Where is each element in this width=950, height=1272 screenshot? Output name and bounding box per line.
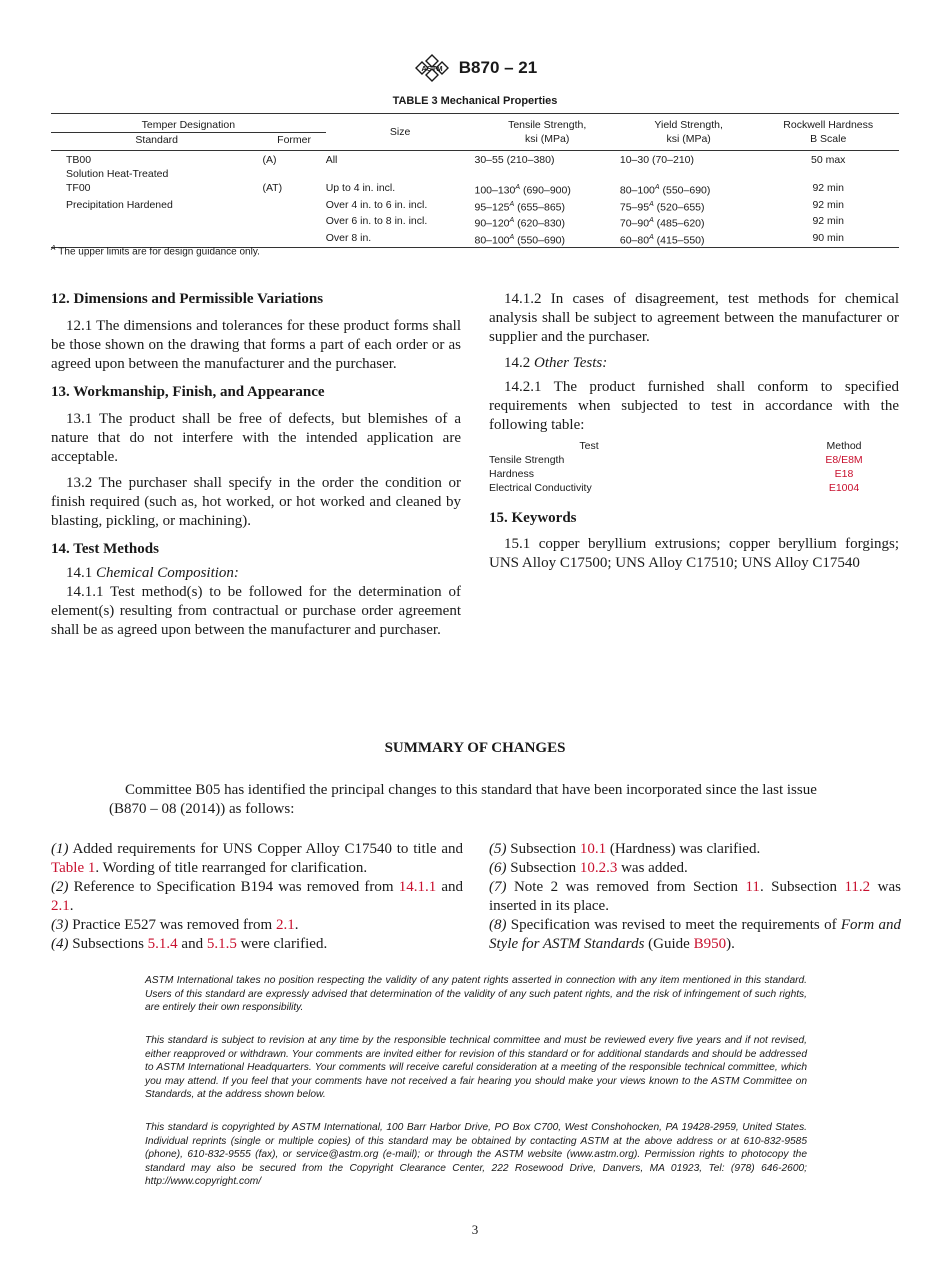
tensile-range: 80–100 xyxy=(474,234,510,246)
header-yield-strength xyxy=(620,114,758,151)
cell-yield xyxy=(620,231,758,248)
changes-left-column xyxy=(51,840,463,954)
yield-range: 80–100 xyxy=(619,184,655,197)
cell-size: Over 4 in. to 6 in. incl. xyxy=(325,198,428,211)
cell-hardness: 90 min xyxy=(812,231,844,244)
cell-former xyxy=(262,231,325,248)
header-tensile-strength xyxy=(474,114,619,151)
table-row xyxy=(489,481,899,495)
section-14-heading: 14. Test Methods xyxy=(51,541,159,557)
section-13-1: 13.1 The product shall be free of defects, but blemishes of a nature that do not interfere with the intended application are acceptable. xyxy=(51,411,461,465)
svg-text:ASTM: ASTM xyxy=(421,64,443,73)
section-14-1-title: Chemical Composition: xyxy=(96,565,239,581)
change-item-3 xyxy=(51,916,463,935)
astm-logo-icon xyxy=(413,54,451,82)
tensile-mpa: (690–900) xyxy=(520,184,571,197)
section-14-1 xyxy=(51,564,461,583)
method-link[interactable]: E18 xyxy=(834,468,854,480)
section-14-2-number: 14.2 xyxy=(504,355,534,371)
change-number: (7) xyxy=(489,879,507,895)
footnote-marker: A xyxy=(654,184,660,191)
footnote-marker: A xyxy=(649,217,654,224)
document-designation: B870 – 21 xyxy=(458,58,538,77)
change-item-1 xyxy=(51,840,463,878)
cell-size: Over 6 in. to 8 in. incl. xyxy=(325,215,428,227)
table-row xyxy=(489,453,899,467)
footnote-text: The upper limits are for design guidance only. xyxy=(55,246,260,258)
table-footnote xyxy=(51,245,260,257)
change-number: (4) xyxy=(51,936,69,952)
method-column-header: Method xyxy=(826,440,862,452)
cell-yield xyxy=(620,214,758,231)
footnote-marker: A xyxy=(509,217,515,224)
right-column xyxy=(489,290,899,573)
yield-mpa: (415–550) xyxy=(653,234,705,246)
yield-range: 60–80 xyxy=(619,234,650,246)
change-number: (5) xyxy=(489,841,507,857)
cell-tensile xyxy=(474,231,619,248)
section-12-heading: 12. Dimensions and Permissible Variations xyxy=(51,291,324,307)
footnote-marker: A xyxy=(51,245,56,252)
header-yield-line1: Yield Strength, xyxy=(654,119,723,131)
change-number: (3) xyxy=(51,917,69,933)
cell-standard: Precipitation Hardened xyxy=(66,198,173,211)
change-text: . Subsection xyxy=(759,879,845,895)
footnote-marker: A xyxy=(649,233,654,241)
change-link[interactable]: 2.1 xyxy=(51,898,70,914)
method-link[interactable]: E1004 xyxy=(828,482,860,494)
section-14-1-1: 14.1.1 Test method(s) to be followed for the determination of element(s) resulting from contractual or purchase order agreement shall be as agreed upon between the manufacturer and purchaser. xyxy=(51,584,461,638)
section-14-1-2: 14.1.2 In cases of disagreement, test methods for chemical analysis shall be subject to agreement between the manufacturer or supplier and the purchaser. xyxy=(489,291,899,345)
change-text: Reference to Specification B194 was removed from xyxy=(68,879,399,895)
cell-tensile xyxy=(474,198,619,215)
cell-standard: TF00 xyxy=(66,182,91,194)
table-title: TABLE 3 Mechanical Properties xyxy=(392,95,558,107)
cell-size: All xyxy=(325,154,338,166)
section-14-1-number: 14.1 xyxy=(66,565,96,581)
left-column xyxy=(51,290,461,640)
change-text: Subsections xyxy=(68,936,148,952)
change-link[interactable]: 5.1.5 xyxy=(206,936,237,952)
page-header xyxy=(0,54,950,84)
change-text: Practice E527 was removed from xyxy=(68,917,276,933)
cell-size: Over 8 in. xyxy=(325,231,372,244)
tensile-range: 95–125 xyxy=(474,201,510,213)
footnote-marker: A xyxy=(509,233,515,241)
footnote-marker: A xyxy=(515,184,521,191)
change-link[interactable]: B950 xyxy=(693,936,727,952)
cell-hardness: 92 min xyxy=(812,215,844,227)
cell-yield xyxy=(620,181,758,198)
method-link[interactable]: E8/E8M xyxy=(825,454,863,466)
change-text: (Guide xyxy=(644,936,694,952)
change-text: were clarified. xyxy=(236,936,328,952)
cell-tensile xyxy=(474,167,619,181)
header-temper-designation: Temper Designation xyxy=(51,114,326,133)
table-row xyxy=(51,181,899,198)
yield-mpa: (550–690) xyxy=(659,184,711,197)
cell-hardness xyxy=(757,167,899,181)
cell-former: (AT) xyxy=(262,182,283,194)
cell-standard: Solution Heat-Treated xyxy=(66,168,169,180)
patent-disclaimer: ASTM International takes no position respecting the validity of any patent rights asserted in connection with any item mentioned in this standard. Users of this standard are expressly advised that determination of the validity of any such patent rights, and the risk of infringement of such rights, are entirely their own responsibility. xyxy=(145,975,807,1013)
change-link[interactable]: 2.1 xyxy=(275,917,295,933)
cell-size: Up to 4 in. incl. xyxy=(325,182,396,194)
change-link[interactable]: 14.1.1 xyxy=(398,879,437,895)
change-text: Specification was revised to meet the requirements of xyxy=(506,917,841,933)
cell-tensile xyxy=(474,214,619,231)
change-text: Subsection xyxy=(506,860,580,876)
header-rockwell-line2: B Scale xyxy=(810,133,847,145)
test-method-table xyxy=(489,439,899,495)
change-link[interactable]: 10.1 xyxy=(579,841,607,857)
header-tensile-line2: ksi (MPa) xyxy=(525,133,570,145)
yield-range: 70–90 xyxy=(619,217,650,230)
cell-hardness: 50 max xyxy=(811,154,846,166)
summary-intro: Committee B05 has identified the principal changes to this standard that have been incorporated since the last issue (B870 – 08 (2014)) as follows: xyxy=(109,782,817,817)
change-link[interactable]: 11.2 xyxy=(844,879,871,895)
page-number: 3 xyxy=(471,1222,479,1237)
tensile-mpa: (550–690) xyxy=(514,234,565,246)
copyright-notice: This standard is copyrighted by ASTM International, 100 Barr Harbor Drive, PO Box C700, West Conshohocken, PA 19428-2959, United States. Individual reprints (single or multiple copies) of this standard may be obtained by contacting ASTM at the above address or at 610-832-9585 (phone), 610-832-9555 (fax), or service@astm.org (e-mail); or through the ASTM website (www.astm.org). Permission rights to photocopy the standard may also be secured from the Copyright Clearance Center, 222 Rosewood Drive, Danvers, MA 01923, Tel: (978) 646-2600; http://www.copyright.com/ xyxy=(145,1122,807,1187)
tensile-mpa: (655–865) xyxy=(514,201,565,213)
section-14-2-1: 14.2.1 The product furnished shall conform to specified requirements when subjected to test in accordance with the following table: xyxy=(489,379,899,433)
change-item-4 xyxy=(51,935,463,954)
table-row xyxy=(51,167,899,181)
changes-right-column xyxy=(489,840,901,954)
tensile-range: 100–130 xyxy=(474,184,516,197)
change-link[interactable]: Table 1 xyxy=(51,860,96,876)
section-15-heading: 15. Keywords xyxy=(489,510,577,526)
test-name: Electrical Conductivity xyxy=(489,482,592,494)
cell-tensile: 30–55 (210–380) xyxy=(474,154,555,166)
header-tensile-line1: Tensile Strength, xyxy=(508,119,587,131)
table-row xyxy=(51,214,899,231)
cell-former: (A) xyxy=(262,154,277,166)
cell-former xyxy=(262,198,325,215)
section-14-2 xyxy=(489,354,899,373)
change-text: Added requirements for UNS Copper Alloy C17540 to title and xyxy=(68,841,463,857)
cell-size xyxy=(326,167,475,181)
change-text: ). xyxy=(726,936,735,952)
change-item-2 xyxy=(51,878,463,916)
change-text: . xyxy=(294,917,299,933)
change-link[interactable]: 11 xyxy=(745,879,760,895)
header-former: Former xyxy=(277,134,311,146)
change-text: and xyxy=(177,936,207,952)
change-number: (8) xyxy=(489,917,507,933)
table-row xyxy=(51,151,899,168)
section-13-heading: 13. Workmanship, Finish, and Appearance xyxy=(51,384,325,400)
cell-former xyxy=(262,167,325,181)
mechanical-properties-table xyxy=(51,113,899,248)
footnote-marker: A xyxy=(649,200,654,208)
footnote-marker: A xyxy=(509,200,515,208)
cell-yield: 10–30 (70–210) xyxy=(619,154,695,166)
change-text: Subsection xyxy=(506,841,580,857)
cell-hardness: 92 min xyxy=(812,182,844,194)
tensile-range: 90–120 xyxy=(474,217,510,230)
section-12-1: 12.1 The dimensions and tolerances for these product forms shall be those shown on the drawing that forms a part of each order or as agreed upon between the manufacturer and the purchaser. xyxy=(51,318,461,372)
cell-yield xyxy=(620,198,758,215)
change-text: (Hardness) was clarified. xyxy=(606,841,761,857)
change-item-7 xyxy=(489,878,901,916)
cell-yield xyxy=(620,167,758,181)
change-text: Note 2 was removed from Section xyxy=(506,879,746,895)
yield-mpa: (485–620) xyxy=(653,217,705,230)
change-link[interactable]: 10.2.3 xyxy=(579,860,618,876)
test-name: Hardness xyxy=(489,468,534,480)
header-yield-line2: ksi (MPa) xyxy=(666,133,711,145)
revision-notice: This standard is subject to revision at any time by the responsible technical committee and must be reviewed every five years and if not revised, either reapproved or withdrawn. Your comments are invited either for revision of this standard or for additional standards and should be addressed to ASTM International Headquarters. Your comments will receive careful consideration at a meeting of the responsible technical committee, which you may attend. If you feel that your comments have not received a fair hearing you should make your views known to the ASTM Committee on Standards, at the address shown below. xyxy=(145,1035,807,1100)
cell-former xyxy=(262,214,325,231)
yield-range: 75–95 xyxy=(619,201,650,213)
yield-mpa: (520–655) xyxy=(653,201,705,213)
test-column-header: Test xyxy=(579,440,599,452)
header-rockwell-hardness xyxy=(757,114,899,151)
change-italic-title: Form and Style for ASTM Standards xyxy=(489,917,901,952)
header-standard: Standard xyxy=(135,134,179,146)
change-item-8 xyxy=(489,916,901,954)
summary-title: SUMMARY OF CHANGES xyxy=(384,740,566,756)
cell-standard xyxy=(51,214,262,231)
section-15-1: 15.1 copper beryllium extrusions; copper beryllium forgings; UNS Alloy C17500; UNS Alloy C17510; UNS Alloy C17540 xyxy=(489,536,899,571)
section-14-2-title: Other Tests: xyxy=(534,355,608,371)
change-link[interactable]: 5.1.4 xyxy=(147,936,178,952)
test-name: Tensile Strength xyxy=(489,454,565,466)
cell-tensile xyxy=(474,181,619,198)
change-text: was inserted in its place. xyxy=(489,879,901,914)
change-text: was added. xyxy=(617,860,688,876)
change-number: (1) xyxy=(51,841,69,857)
section-13-2: 13.2 The purchaser shall specify in the order the condition or finish required (such as, hot worked, or hot worked and cleaned by blasting, pickling, or machining). xyxy=(51,475,461,529)
change-item-6 xyxy=(489,859,901,878)
change-number: (2) xyxy=(51,879,69,895)
table-row xyxy=(51,198,899,215)
change-item-5 xyxy=(489,840,901,859)
change-text: and xyxy=(436,879,463,895)
cell-standard: TB00 xyxy=(66,154,92,166)
cell-hardness: 92 min xyxy=(812,198,844,211)
table-row xyxy=(489,467,899,481)
change-number: (6) xyxy=(489,860,507,876)
change-text: . Wording of title rearranged for clarification. xyxy=(95,860,368,876)
header-size: Size xyxy=(389,126,411,138)
change-text: . xyxy=(69,898,74,914)
header-rockwell-line1: Rockwell Hardness xyxy=(783,119,874,131)
tensile-mpa: (620–830) xyxy=(514,217,565,230)
